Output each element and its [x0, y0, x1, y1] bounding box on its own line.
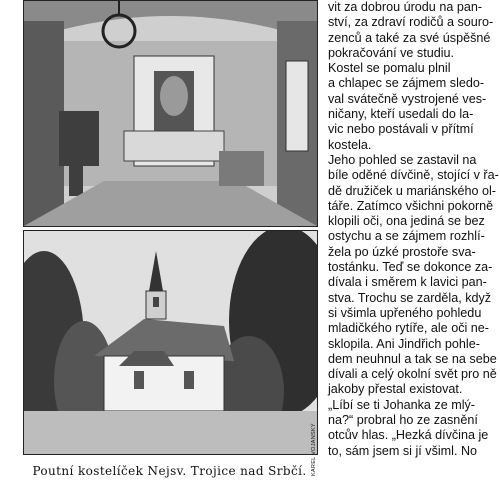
article-line: otcův hlas. „Hezká dívčina je	[328, 428, 489, 443]
article-line: sklopila. Ani Jindřich pohle-	[328, 336, 480, 351]
article-line: žela po úzké prostoře sva-	[328, 244, 476, 259]
article-line: mladičkého rytíře, ale oči ne-	[328, 321, 489, 336]
article-line: dívali a celý okolní svět pro ně	[328, 367, 497, 382]
article-line: vic nebo postávali v přítmí	[328, 122, 474, 137]
article-line: dívala i směrem k lavici pan-	[328, 275, 487, 290]
article-line: ničany, kteří usedali do la-	[328, 107, 474, 122]
chapel-exterior-image	[24, 231, 317, 454]
article-line: zenců a také za své úspěšné	[328, 30, 491, 45]
article-line: ostychu a se zájmem rozhlí-	[328, 229, 485, 244]
article-line: bíle oděné dívčině, stojící v řa-	[328, 168, 499, 183]
article-line: pokračování ve studiu.	[328, 45, 455, 60]
article-line: jakoby přestal existovat.	[328, 382, 463, 397]
article-line: na?“ probral ho ze zasnění	[328, 413, 478, 428]
article-line: dě družiček u mariánského ol-	[328, 183, 496, 198]
article-line: a chlapec se zájmem sledo-	[328, 76, 485, 91]
church-interior-image	[24, 1, 317, 226]
article-line: vit za dobrou úrodu na pan-	[328, 0, 483, 14]
article-line: klopili oči, ona jediná se bez	[328, 214, 485, 229]
article-line: si všimla upřeného pohledu	[328, 305, 482, 320]
article-line: dem neuhnul a tak se na sebe	[328, 351, 497, 366]
article-line: kostela.	[328, 137, 372, 152]
article-line: ství, za zdraví rodičů a souro-	[328, 15, 494, 30]
article-column	[328, 0, 498, 459]
article-line: Jeho pohled se zastavil na	[328, 152, 477, 167]
photo-credit: KAREL VOJANSKÝ	[311, 423, 317, 477]
article-line: táře. Zatímco všichni pokorně	[328, 198, 494, 213]
photo-caption: Poutní kostelíček Nejsv. Trojice nad Srbčí.	[32, 464, 307, 478]
article-line: val svátečně vystrojené ves-	[328, 91, 487, 106]
chapel-exterior-photo	[23, 230, 318, 455]
article-line: stva. Trochu se zarděla, když	[328, 290, 492, 305]
article-line: Kostel se pomalu plnil	[328, 61, 451, 76]
article-line: tostánku. Teď se dokonce za-	[328, 260, 493, 275]
article-line: to, sám jsem si jí všiml. No	[328, 443, 478, 458]
article-line: „Líbí se ti Johanka ze mlý-	[328, 397, 475, 412]
church-interior-photo	[23, 0, 318, 227]
